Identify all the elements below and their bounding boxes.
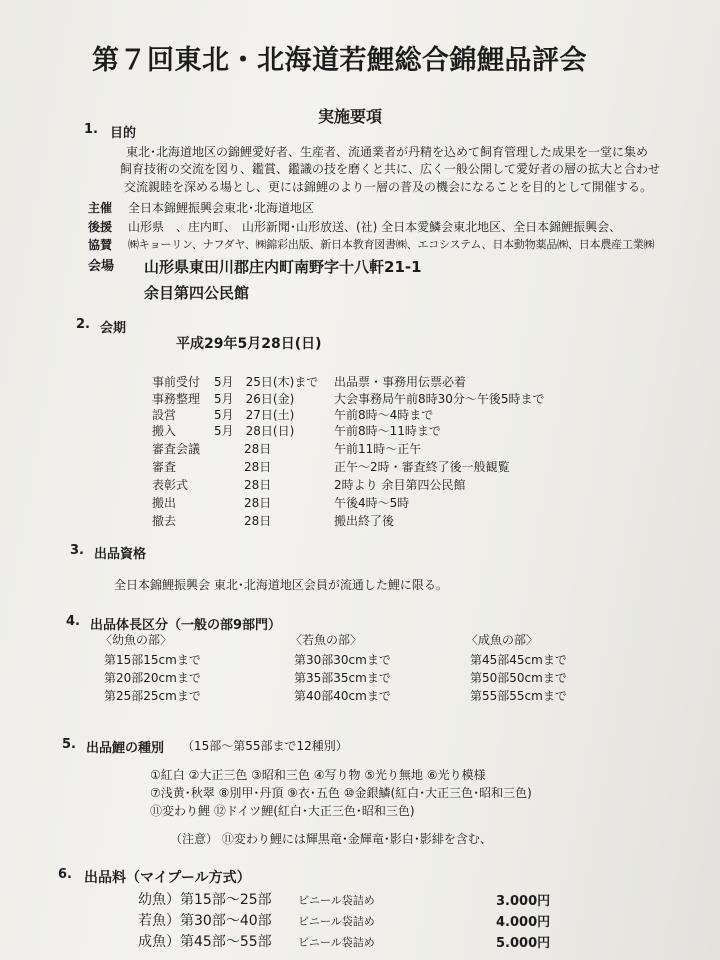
variety-line-2: ⑦浅黄･秋翠 ⑧別甲･丹頂 ⑨衣･五色 ⑩金銀鱗(紅白･大正三色･昭和三色) xyxy=(150,786,532,800)
schedule-date: 5月 27日(土) xyxy=(214,408,295,422)
event-date: 平成29年5月28日(日) xyxy=(176,336,322,352)
fee-packing: ビニール袋詰め xyxy=(298,936,375,949)
category-header-adult: 〈成魚の部〉 xyxy=(466,633,539,647)
schedule-item: 審査 xyxy=(152,460,177,474)
venue-label: 会場 xyxy=(88,259,115,274)
schedule-note: 2時より 余目第四公民館 xyxy=(334,478,466,492)
venue-hall: 余目第四公民館 xyxy=(144,284,250,302)
section-3-number: 3. xyxy=(70,543,84,558)
schedule-note: 出品票・事務用伝票必着 xyxy=(334,375,467,389)
fee-item: 成魚）第45部～55部 xyxy=(138,934,272,950)
section-6-heading: 出品料（マイプール方式） xyxy=(84,870,251,886)
purpose-line-2: 飼育技術の交流を図り、鑑賞、鑑識の技を磨くと共に、広く一般公開して愛好者の層の拡大と合わせ xyxy=(120,162,661,176)
category-item: 第35部35cmまで xyxy=(294,671,391,685)
section-6-number: 6. xyxy=(58,867,72,882)
schedule-note: 午前8時～11時まで xyxy=(334,424,441,438)
schedule-date: 5月 25日(木)まで xyxy=(214,375,319,389)
variety-line-1: ①紅白 ②大正三色 ③昭和三色 ④写り物 ⑤光り無地 ⑥光り模様 xyxy=(150,768,486,782)
section-5-range: （15部～第55部まで12種別） xyxy=(182,739,348,753)
schedule-note: 午後4時～5時 xyxy=(334,496,410,510)
document-title: 第７回東北・北海道若鯉総合錦鯉品評会 xyxy=(92,45,587,76)
section-1-number: 1. xyxy=(84,122,98,137)
category-item: 第45部45cmまで xyxy=(470,653,567,667)
fee-packing: ビニール袋詰め xyxy=(298,894,375,907)
eligibility-text: 全日本錦鯉振興会 東北･北海道地区会員が流通した鯉に限る。 xyxy=(114,578,448,592)
section-4-number: 4. xyxy=(66,614,80,629)
fee-item: 若魚）第30部～40部 xyxy=(138,913,272,929)
fee-packing: ビニール袋詰め xyxy=(298,915,375,928)
fee-price: 3.000円 xyxy=(496,894,551,909)
schedule-note: 大会事務局午前8時30分～午後5時まで xyxy=(334,392,545,406)
category-item: 第50部50cmまで xyxy=(470,671,567,685)
purpose-line-3: 交流親睦を深める場とし、更には錦鯉のより一層の普及の機会になることを目的として開催する。 xyxy=(124,180,653,194)
variety-note: （注意） ⑪変わり鯉には輝黒竜･金輝竜･影白･影緋を含む、 xyxy=(170,832,492,846)
variety-line-3: ⑪変わり鯉 ⑫ドイツ鯉(紅白･大正三色･昭和三色) xyxy=(150,804,415,818)
schedule-item: 搬出 xyxy=(152,496,177,510)
schedule-item: 搬入 xyxy=(152,424,177,438)
schedule-note: 正午～2時・審査終了後一般観覧 xyxy=(334,460,510,474)
support-label: 後援 xyxy=(88,220,113,234)
section-3-heading: 出品資格 xyxy=(94,547,147,562)
purpose-line-1: 東北･北海道地区の錦鯉愛好者、生産者、流通業者が丹精を込めて飼育管理した成果を一堂に集め xyxy=(126,145,649,159)
cosponsor-value: ㈱キョーリン、ナフダヤ、㈱錦彩出版、新日本教育図書㈱、エコシステム、日本動物薬品㈱、日本農産工業㈱ xyxy=(128,238,655,251)
category-header-young: 〈幼魚の部〉 xyxy=(100,633,173,647)
schedule-note: 搬出終了後 xyxy=(334,514,395,528)
schedule-date: 28日 xyxy=(244,442,272,456)
document-subtitle: 実施要項 xyxy=(318,107,383,126)
cosponsor-label: 協賛 xyxy=(88,238,113,252)
schedule-note: 午前8時～4時まで xyxy=(334,408,434,422)
section-5-heading: 出品鯉の種別 xyxy=(86,741,165,756)
category-item: 第25部25cmまで xyxy=(104,689,201,703)
category-item: 第30部30cmまで xyxy=(294,653,391,667)
fee-price: 4.000円 xyxy=(496,915,551,930)
schedule-item: 事務整理 xyxy=(152,392,201,406)
fee-item: 幼魚）第15部～25部 xyxy=(138,892,272,908)
category-item: 第55部55cmまで xyxy=(470,689,567,703)
category-item: 第20部20cmまで xyxy=(104,671,201,685)
schedule-note: 午前11時～正午 xyxy=(334,442,422,456)
section-5-number: 5. xyxy=(62,737,76,752)
section-1-heading: 目的 xyxy=(110,126,137,141)
sponsor-value: 全日本錦鯉振興会東北･北海道地区 xyxy=(128,201,315,215)
category-header-juvenile: 〈若魚の部〉 xyxy=(290,633,363,647)
schedule-item: 審査会議 xyxy=(152,442,201,456)
schedule-date: 5月 28日(日) xyxy=(214,424,295,438)
category-item: 第15部15cmまで xyxy=(104,653,201,667)
schedule-item: 設営 xyxy=(152,408,177,422)
schedule-item: 表彰式 xyxy=(152,478,189,492)
schedule-date: 28日 xyxy=(244,478,272,492)
schedule-date: 28日 xyxy=(244,514,272,528)
section-2-heading: 会期 xyxy=(100,321,127,336)
sponsor-label: 主催 xyxy=(88,201,113,215)
schedule-date: 28日 xyxy=(244,460,272,474)
venue-address: 山形県東田川郡庄内町南野字十八軒21-1 xyxy=(144,258,422,276)
schedule-item: 事前受付 xyxy=(152,375,201,389)
support-value: 山形県 、庄内町、 山形新聞･山形放送、(社) 全日本愛鱗会東北地区、全日本錦鯉振興会、 xyxy=(128,220,622,234)
section-4-heading: 出品体長区分（一般の部9部門） xyxy=(90,618,282,633)
category-item: 第40部40cmまで xyxy=(294,689,391,703)
section-2-number: 2. xyxy=(76,317,90,332)
schedule-date: 28日 xyxy=(244,496,272,510)
schedule-item: 撤去 xyxy=(152,514,177,528)
schedule-date: 5月 26日(金) xyxy=(214,392,295,406)
fee-price: 5.000円 xyxy=(496,936,551,951)
